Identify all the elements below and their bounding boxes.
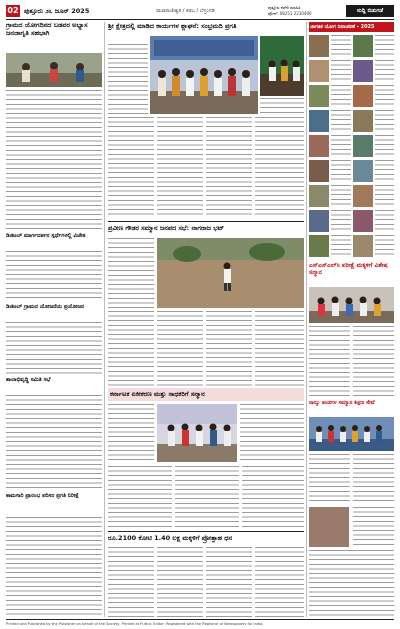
left-headline-1: ಗ್ರಾಮದ ಯೋಗದಿನದ ಬಡವರ ಅಭ್ಯಾಸ ಜನಜಾಗೃತಿ ಸಹಭಾಗಿ: [6, 22, 88, 37]
yoga-text-14: [375, 185, 394, 207]
yoga-text-18: [375, 235, 394, 257]
left-body-2: [6, 251, 102, 301]
center-banner-photo: [157, 404, 237, 462]
center-top-photo-2: [260, 36, 304, 96]
center-banner-body-5: [242, 466, 304, 528]
right-body-3b: [353, 454, 394, 504]
center-banner-body-1: [108, 404, 154, 464]
left-photo-1: [6, 53, 102, 87]
yoga-text-1: [331, 35, 351, 57]
masthead: [6, 5, 394, 18]
left-body-1: [6, 90, 102, 230]
left-subhead-4: ಕಾಮಗಾರಿ ಪ್ರಾರಂಭ ಪರಿಸರ ಪ್ರಗತಿ ನಿರೀಕ್ಷೆ: [6, 493, 79, 499]
center-banner-body-2: [240, 404, 304, 464]
yoga-text-15: [331, 210, 351, 232]
left-subhead-1: ಡಿಜಿಟಲ್ ಮಾರ್ಗದರ್ಶನ ಸ್ಪರ್ಧೆಗಳಲ್ಲಿ ವಿಜೇತ: [6, 233, 86, 239]
yoga-photo-4: [353, 60, 373, 82]
phone-line: ಫೋನ್: 08251 2230400: [268, 11, 312, 16]
center-banner: [108, 388, 304, 401]
left-subhead-3: ಶಾಲಾಭಿವೃದ್ಧಿ ಸಮಿತಿ ಸಭೆ: [6, 377, 51, 383]
right-body-4a: [353, 507, 394, 547]
yoga-photo-10: [353, 135, 373, 157]
brand-logo: ಸುದ್ದಿ ಬಿಡುಗಡೆ: [346, 5, 394, 17]
center-bottom-body-1: [108, 547, 154, 617]
center-bottom-body-2: [157, 547, 203, 617]
yoga-photo-5: [309, 85, 329, 107]
center-mid-body-1: [108, 238, 154, 308]
center-mid-headline: ಪ್ರವೀಣ ಗೌಡರ ಸಮ್ಮಾನ ಜನಪದ ಸಭೆ: ನಾಗರಾಜ ಭಟ್: [108, 224, 225, 232]
yoga-text-12: [375, 160, 394, 182]
center-mid-photo-image: [157, 238, 304, 308]
right-section-title-text: ಜಾಗತಿಕ ಯೋಗ ದಿನಾಚರಣೆ - 2025: [310, 24, 375, 30]
right-photo-2-image: [309, 287, 394, 323]
left-body-5: [6, 517, 102, 617]
right-body-4b: [309, 550, 394, 617]
yoga-text-2: [375, 35, 394, 57]
contact-line: ಪುತ್ತೂರು ಕಚೇರಿ ಮಾಹಿತಿ: [268, 5, 301, 10]
right-photo-2: [309, 287, 394, 323]
left-body-3: [6, 322, 102, 374]
center-top-body-3: [206, 117, 252, 217]
yoga-photo-3: [309, 60, 329, 82]
right-section-title: [309, 22, 394, 32]
center-mid-body-3: [157, 311, 203, 386]
column-divider-right: [306, 22, 307, 617]
left-body-4: [6, 395, 102, 490]
yoga-photo-2: [353, 35, 373, 57]
yoga-photo-13: [309, 185, 329, 207]
right-photo-3: [309, 417, 394, 451]
center-top-body-right: [260, 98, 304, 114]
yoga-text-13: [331, 185, 351, 207]
right-body-2a: [309, 326, 350, 396]
date-line: ಪುತ್ತೂರು ೨೬ ಜೂನ್ 2025: [24, 7, 90, 15]
center-mid-rule: [108, 221, 304, 222]
masthead-rule: [6, 19, 394, 20]
yoga-photo-11: [309, 160, 329, 182]
center-mid-body-2: [108, 311, 154, 386]
yoga-photo-1: [309, 35, 329, 57]
center-top-photo: [150, 36, 258, 114]
footer-imprint: Printed and Published by the Publisher on behalf of the Society, Printed at Puttur. Editor: Registered with the Registrar of Newspapers for India.: [6, 622, 264, 626]
yoga-photo-7: [309, 110, 329, 132]
center-top-photo-2-image: [260, 36, 304, 96]
yoga-photo-16: [353, 210, 373, 232]
right-headline-3: ನಾಲ್ಕು ತಂಡಗಳ ಸಮ್ಮಾನ ಶಿಕ್ಷಣ ಸೇವೆ: [309, 400, 375, 406]
center-top-body-2: [157, 117, 203, 217]
yoga-text-10: [375, 135, 394, 157]
right-photo-3-image: [309, 417, 394, 451]
yoga-text-4: [375, 60, 394, 82]
center-bottom-headline: ರೂ.2100 ಕೋಟಿ 1.40 ಲಕ್ಷ ಮಕ್ಕಳಿಗೆ ಪ್ರೋತ್ಸಾಹ ಧನ: [108, 534, 233, 542]
yoga-photo-8: [353, 110, 373, 132]
right-body-3a: [309, 454, 350, 504]
yoga-text-6: [375, 85, 394, 107]
center-top-body-left: [108, 44, 148, 114]
center-banner-body-3: [108, 466, 172, 528]
yoga-photo-9: [309, 135, 329, 157]
yoga-text-8: [375, 110, 394, 132]
center-top-photo-image: [150, 36, 258, 114]
left-photo-1-image: [6, 53, 102, 87]
center-mid-photo: [157, 238, 304, 308]
center-top-headline: ಶ್ರೀ ಕ್ಷೇತ್ರದಲ್ಲಿ ಮಾಡಿದ ಕಾರ್ಯಗಳ ಶ್ಲಾಘನೆ: ಸಂಭ್ರಮದಿ ಪ್ರಗತಿ: [108, 22, 237, 30]
yoga-text-9: [331, 135, 351, 157]
center-banner-photo-image: [157, 404, 237, 462]
center-banner-headline: ಕರ್ನಾಟಕ ಏಕೀಕರಣ ಮತ್ತು ಸಾಧಕರಿಗೆ ಸನ್ಮಾನ: [110, 390, 205, 398]
right-headline-2: ಎಸ್‌ಎಸ್‌ಎಲ್‌ಸಿ ಪರೀಕ್ಷೆ ಮಕ್ಕಳಿಗೆ ವಿಶೇಷ ಸನ್ಮಾನ: [309, 262, 388, 276]
yoga-photo-18: [353, 235, 373, 257]
center-top-body-4: [255, 117, 304, 217]
yoga-text-7: [331, 110, 351, 132]
left-column: [6, 22, 102, 617]
yoga-photo-17: [309, 235, 329, 257]
page-number: 02: [7, 6, 19, 15]
center-bottom-body-3: [206, 547, 252, 617]
yoga-text-16: [375, 210, 394, 232]
yoga-text-3: [331, 60, 351, 82]
yoga-photo-14: [353, 185, 373, 207]
center-top-body-1: [108, 117, 154, 217]
left-subhead-2: ಡಿಜಿಟಲ್ ಗ್ರಾಮದ ಯೋಜನೆಯ ಪ್ರಯೋಜನ: [6, 304, 85, 310]
center-mid-body-4: [206, 311, 252, 386]
yoga-text-5: [331, 85, 351, 107]
yoga-photo-15: [309, 210, 329, 232]
center-bottom-rule: [108, 531, 304, 532]
yoga-photo-12: [353, 160, 373, 182]
center-banner-body-4: [175, 466, 239, 528]
yoga-text-11: [331, 160, 351, 182]
column-divider: [104, 22, 105, 617]
yoga-text-17: [331, 235, 351, 257]
center-mid-body-5: [255, 311, 304, 386]
center-bottom-body-4: [255, 547, 304, 617]
right-photo-4: [309, 507, 349, 547]
section-tags: ರಾಜಾರಾಜೇಶ್ವರಿ / ಕಡಬ / ಬೆಳ್ತಂಗಡಿ: [156, 8, 215, 14]
right-body-2b: [353, 326, 394, 396]
yoga-photo-6: [353, 85, 373, 107]
